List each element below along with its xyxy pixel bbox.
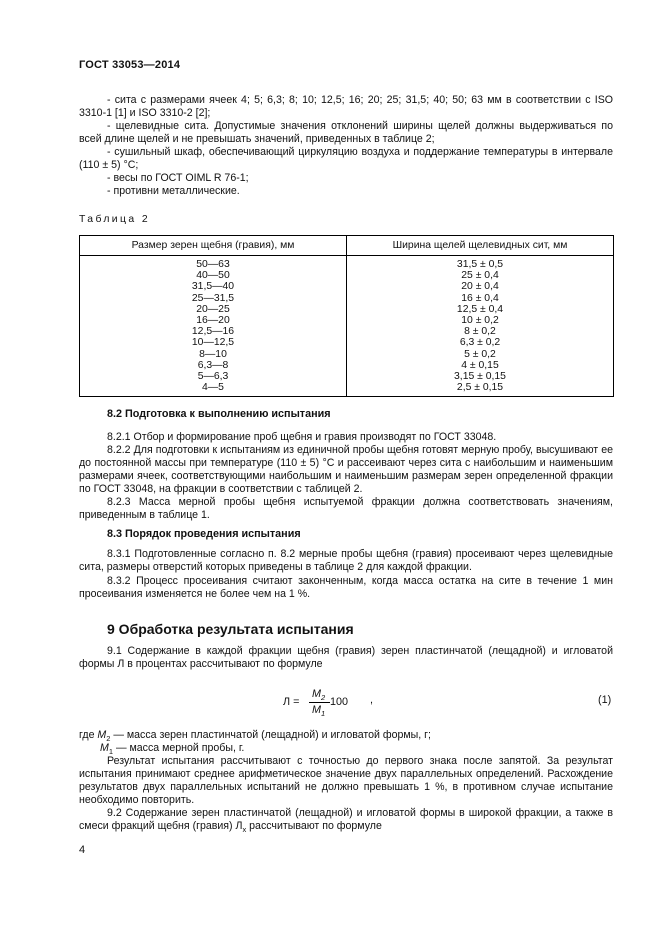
formula-multiplier: 100 <box>330 696 349 708</box>
table-cell: 5 ± 0,2 <box>347 349 614 360</box>
table-row <box>80 326 614 337</box>
formula-denominator: $M_1$ <box>312 704 326 719</box>
where-line-m1: $M_1$ — масса мерной пробы, г. <box>100 742 245 757</box>
table-cell: 6,3—8 <box>80 360 347 371</box>
paragraph-result: Результат испытания рассчитывают с точностью до первого знака после запятой. За результат испытания принимают среднее арифметическое значение двух параллельных определений. Расхождение результатов двух параллельных испытаний не должно превышать 1 %, в противном случае испытание необходимо повторить. <box>79 755 613 806</box>
table-cell: 4 ± 0,15 <box>347 360 614 371</box>
table-row <box>80 281 614 292</box>
table-cell: 12,5—16 <box>80 326 347 337</box>
table-row <box>80 315 614 326</box>
table-row <box>80 256 614 271</box>
table-row <box>80 270 614 281</box>
table-cell: 20 ± 0,4 <box>347 281 614 292</box>
table-cell: 31,5—40 <box>80 281 347 292</box>
table-cell: 31,5 ± 0,5 <box>347 256 614 271</box>
table-row <box>80 337 614 348</box>
paragraph-8-3-1: 8.3.1 Подготовленные согласно п. 8.2 мерные пробы щебня (гравия) просеивают через щелевидные сита, размеры отверстий которых приведены в таблице 2 для каждой фракции. <box>79 548 613 573</box>
table-cell: 4—5 <box>80 382 347 397</box>
paragraph-8-2-3: 8.2.3 Масса мерной пробы щебня испытуемой фракции должна соответствовать значениям, приведенным в таблице 1. <box>79 496 613 521</box>
table-cell: 2,5 ± 0,15 <box>347 382 614 397</box>
table-cell: 50—63 <box>80 256 347 271</box>
table-cell: 8 ± 0,2 <box>347 326 614 337</box>
table-header-slot-width: Ширина щелей щелевидных сит, мм <box>347 236 614 256</box>
table-cell: 16 ± 0,4 <box>347 293 614 304</box>
paragraph-8-3-2: 8.3.2 Процесс просеивания считают законченным, когда масса остатка на сите в течение 1 мин просеивания изменяется не более чем на 1 %. <box>79 575 613 600</box>
table-cell: 10—12,5 <box>80 337 347 348</box>
table-row <box>80 293 614 304</box>
table-row <box>80 304 614 315</box>
table-2 <box>79 235 614 397</box>
list-item-scales: - весы по ГОСТ OIML R 76-1; <box>107 172 249 184</box>
formula-number: (1) <box>598 694 612 706</box>
table-row <box>80 360 614 371</box>
document-header: ГОСТ 33053—2014 <box>79 59 181 71</box>
list-item-slot-sieves: - щелевидные сита. Допустимые значения отклонений ширины щелей должны выдерживаться по всей длине щелей и не превышать значений, приведенных в таблице 2; <box>79 120 613 145</box>
table-cell: 20—25 <box>80 304 347 315</box>
table-cell: 8—10 <box>80 349 347 360</box>
section-title-9: 9 Обработка результата испытания <box>107 621 354 637</box>
page-number: 4 <box>79 844 86 856</box>
subsection-title-8-2: 8.2 Подготовка к выполнению испытания <box>107 408 331 420</box>
table-label: Таблица 2 <box>79 214 151 225</box>
fraction-bar <box>309 702 330 703</box>
paragraph-8-2-2: 8.2.2 Для подготовки к испытаниям из единичной пробы щебня готовят мерную пробу, высушивают ее до постоянной массы при температуре (110 ± 5) °С и рассеивают через сита с наибольшим и наименьшим размерами ячеек, соответствующими наибольшим и наименьшим размерам зерен определенной фракции по ГОСТ 33048, на фракции в соответствии с таблицей 2. <box>79 444 613 495</box>
table-row <box>80 371 614 382</box>
table-cell: 25 ± 0,4 <box>347 270 614 281</box>
paragraph-9-2: 9.2 Содержание зерен пластинчатой (лещадной) и игловатой формы в широкой фракции, а также в смеси фракций щебня (гравия) $Л_х$ рассчитывают по формуле <box>79 807 613 835</box>
formula-comma: , <box>370 694 373 706</box>
table-header-grain-size: Размер зерен щебня (гравия), мм <box>80 236 347 256</box>
table-cell: 25—31,5 <box>80 293 347 304</box>
table-row <box>80 349 614 360</box>
subsection-title-8-3: 8.3 Порядок проведения испытания <box>107 528 301 540</box>
table-cell: 6,3 ± 0,2 <box>347 337 614 348</box>
table-cell: 40—50 <box>80 270 347 281</box>
table-cell: 5—6,3 <box>80 371 347 382</box>
paragraph-9-1: 9.1 Содержание в каждой фракции щебня (гравия) зерен пластинчатой (лещадной) и игловатой формы Л в процентах рассчитывают по формуле <box>79 645 613 670</box>
where-line-m2: где $M_2$ — масса зерен пластинчатой (лещадной) и игловатой формы, г; <box>79 729 431 744</box>
formula-numerator: $M_2$ <box>312 688 326 703</box>
list-item-drying-cabinet: - сушильный шкаф, обеспечивающий циркуляцию воздуха и поддержание температуры в интервале (110 ± 5) °С; <box>79 146 613 171</box>
paragraph-8-2-1: 8.2.1 Отбор и формирование проб щебня и гравия производят по ГОСТ 33048. <box>107 431 497 443</box>
table-cell: 16—20 <box>80 315 347 326</box>
formula-1 <box>283 688 403 718</box>
table-cell: 12,5 ± 0,4 <box>347 304 614 315</box>
table-row <box>80 382 614 397</box>
list-item-sieves: - сита с размерами ячеек 4; 5; 6,3; 8; 10; 12,5; 16; 20; 25; 31,5; 40; 50; 63 мм в соответствии с ISO 3310-1 [1] и ISO 3310-2 [2]; <box>79 94 613 119</box>
list-item-trays: - противни металлические. <box>107 185 240 197</box>
table-cell: 3,15 ± 0,15 <box>347 371 614 382</box>
formula-lhs: Л = <box>283 696 300 708</box>
table-cell: 10 ± 0,2 <box>347 315 614 326</box>
